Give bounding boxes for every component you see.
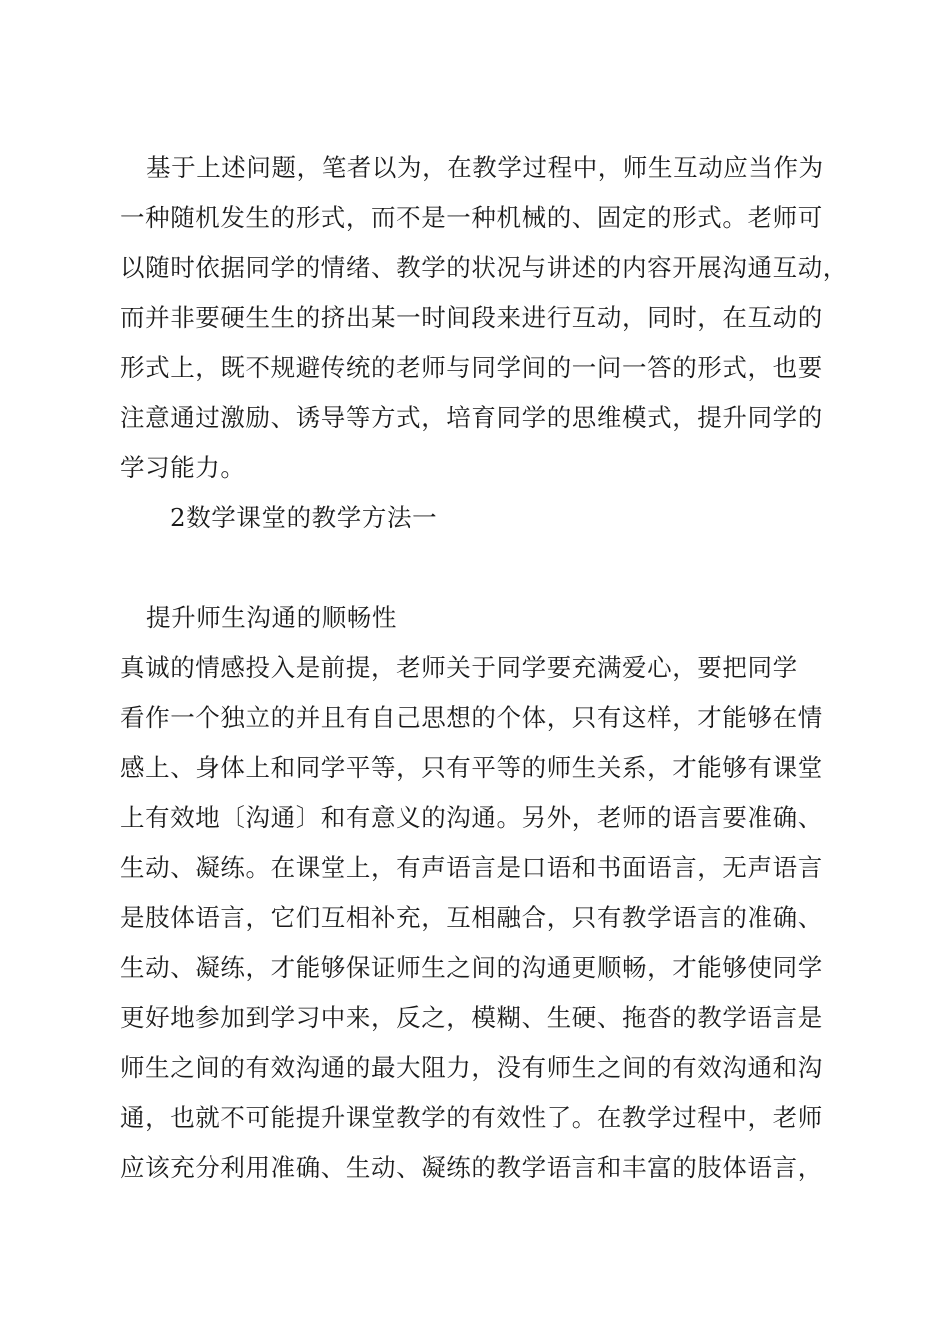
paragraph-2-line-6: 是肢体语言，它们互相补充，互相融合，只有教学语言的准确、	[120, 903, 823, 932]
paragraph-2-line-11: 应该充分利用准确、生动、凝练的教学语言和丰富的肢体语言，	[120, 1153, 823, 1182]
paragraph-2-line-1: 真诚的情感投入是前提，老师关于同学要充满爱心，要把同学	[120, 653, 798, 682]
paragraph-2-line-7: 生动、凝练，才能够保证师生之间的沟通更顺畅，才能够使同学	[120, 953, 823, 982]
paragraph-1-line-6: 注意通过激励、诱导等方式，培育同学的思维模式，提升同学的	[120, 403, 823, 432]
section-heading: 2数学课堂的教学方法一	[170, 503, 438, 532]
paragraph-1-line-2: 一种随机发生的形式，而不是一种机械的、固定的形式。老师可	[120, 203, 823, 232]
paragraph-2-line-10: 通，也就不可能提升课堂教学的有效性了。在教学过程中，老师	[120, 1103, 823, 1132]
paragraph-1-line-1: 基于上述问题，笔者以为，在教学过程中，师生互动应当作为	[146, 153, 824, 182]
paragraph-2-line-9: 师生之间的有效沟通的最大阻力，没有师生之间的有效沟通和沟	[120, 1053, 823, 1082]
paragraph-2-line-3: 感上、身体上和同学平等，只有平等的师生关系，才能够有课堂	[120, 753, 823, 782]
paragraph-1-line-3: 以随时依据同学的情绪、教学的状况与讲述的内容开展沟通互动，	[120, 253, 848, 282]
paragraph-2-line-2: 看作一个独立的并且有自己思想的个体，只有这样，才能够在情	[120, 703, 823, 732]
paragraph-2-line-4: 上有效地〔沟通〕和有意义的沟通。另外，老师的语言要准确、	[120, 803, 823, 832]
paragraph-1-line-7: 学习能力。	[120, 453, 246, 482]
paragraph-1-line-4: 而并非要硬生生的挤出某一时间段来进行互动，同时，在互动的	[120, 303, 823, 332]
paragraph-1-line-5: 形式上，既不规避传统的老师与同学间的一问一答的形式，也要	[120, 353, 823, 382]
paragraph-2-line-5: 生动、凝练。在课堂上，有声语言是口语和书面语言，无声语言	[120, 853, 823, 882]
section-subheading: 提升师生沟通的顺畅性	[146, 603, 397, 632]
paragraph-2-line-8: 更好地参加到学习中来，反之，模糊、生硬、拖沓的教学语言是	[120, 1003, 823, 1032]
